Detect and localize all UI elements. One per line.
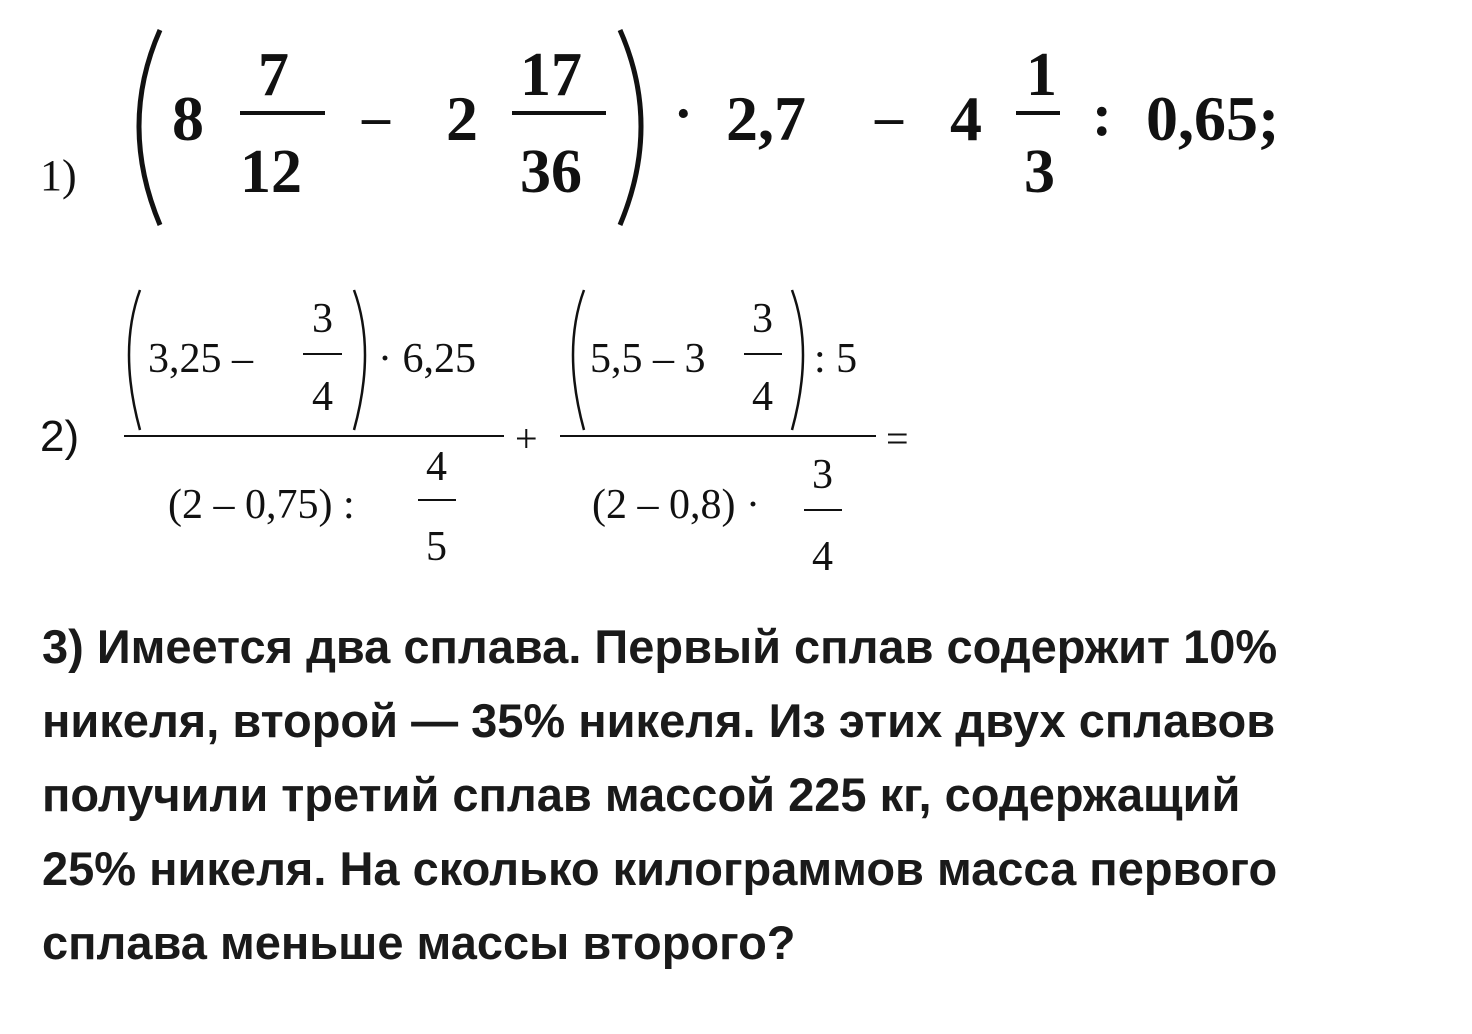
r-den-frac-den: 4 bbox=[812, 534, 833, 580]
factor-value: 2,7 bbox=[726, 83, 806, 154]
problem2-label: 2) bbox=[40, 412, 80, 461]
r-den-frac-num: 3 bbox=[812, 452, 833, 498]
frac1-num: 7 bbox=[258, 41, 289, 109]
problem1-label: 1) bbox=[40, 151, 77, 200]
whole-2: 2 bbox=[446, 83, 478, 154]
problem3-line-3: получили третий сплав массой 225 кг, содержащий bbox=[42, 768, 1241, 821]
equals-sign: = bbox=[886, 416, 909, 461]
r-num-left-paren bbox=[573, 290, 584, 430]
problem3-line-1: 3) Имеется два сплава. Первый сплав содержит 10% bbox=[42, 620, 1278, 673]
r-den-expr: (2 – 0,8) · bbox=[592, 482, 760, 528]
l-num-expr: 3,25 – bbox=[148, 336, 253, 382]
l-num-left-paren bbox=[129, 290, 140, 430]
right-paren bbox=[620, 30, 641, 225]
problem3-text bbox=[42, 610, 1452, 980]
dot-sign: · bbox=[674, 83, 693, 145]
l-den-frac-den: 5 bbox=[426, 524, 447, 570]
l-num-right-paren bbox=[354, 290, 365, 430]
whole-4: 4 bbox=[950, 83, 982, 154]
minus-sign: – bbox=[362, 86, 390, 148]
colon-sign: : bbox=[1092, 82, 1112, 148]
whole-8: 8 bbox=[172, 83, 204, 154]
r-num-frac-den: 4 bbox=[752, 374, 773, 420]
frac3-num: 1 bbox=[1026, 41, 1057, 109]
frac1-den: 12 bbox=[240, 138, 302, 206]
l-num-mult: · 6,25 bbox=[378, 336, 476, 382]
r-num-div: : 5 bbox=[814, 336, 858, 382]
l-den-expr: (2 – 0,75) : bbox=[168, 482, 355, 528]
problem3-line-4: 25% никеля. На сколько килограммов масса первого bbox=[42, 842, 1278, 895]
frac2-den: 36 bbox=[520, 138, 582, 206]
l-num-frac-den: 4 bbox=[312, 374, 333, 420]
l-num-frac-num: 3 bbox=[312, 296, 333, 342]
minus-sign-2: – bbox=[875, 86, 903, 148]
l-den-frac-num: 4 bbox=[426, 444, 447, 490]
problem1-expression bbox=[0, 0, 1472, 260]
r-num-right-paren bbox=[792, 290, 803, 430]
r-num-frac-num: 3 bbox=[752, 296, 773, 342]
problem3-line-5: сплава меньше массы второго? bbox=[42, 916, 796, 969]
frac3-den: 3 bbox=[1024, 138, 1055, 206]
plus-sign: + bbox=[515, 416, 538, 461]
problem2-expression bbox=[0, 270, 1472, 590]
r-num-expr: 5,5 – 3 bbox=[590, 336, 706, 382]
divisor-value: 0,65; bbox=[1146, 83, 1280, 154]
left-paren bbox=[139, 30, 160, 225]
frac2-num: 17 bbox=[520, 41, 582, 109]
problem3-line-2: никеля, второй — 35% никеля. Из этих двух сплавов bbox=[42, 694, 1276, 747]
